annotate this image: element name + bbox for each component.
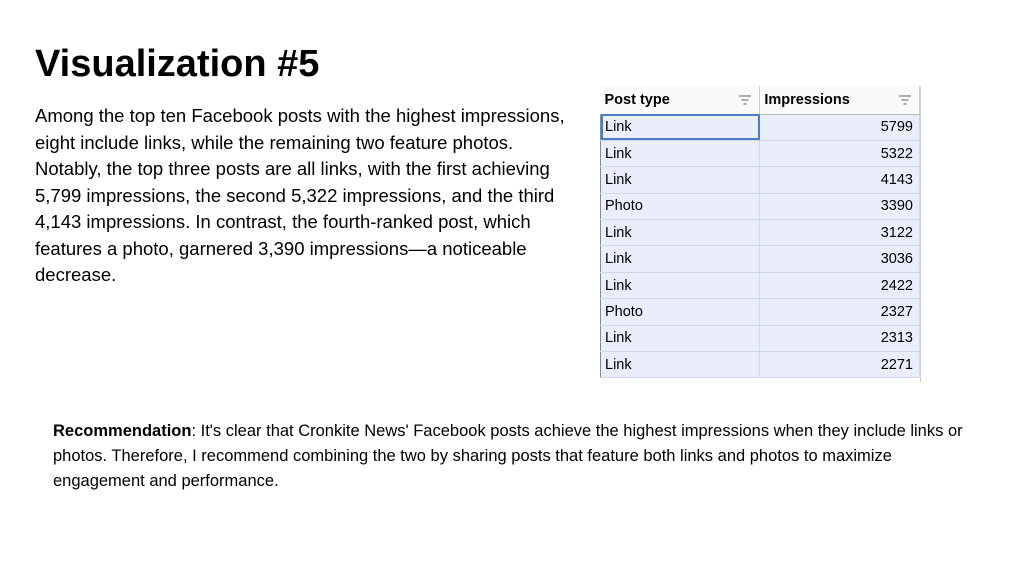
cell-impressions[interactable]: 5322 bbox=[760, 140, 920, 166]
cell-impressions[interactable]: 2313 bbox=[760, 325, 920, 351]
table-row bbox=[601, 193, 920, 219]
cell-post-type[interactable]: Link bbox=[601, 272, 760, 298]
table-row bbox=[601, 140, 920, 166]
filter-icon[interactable] bbox=[739, 95, 751, 105]
recommendation-text: : It's clear that Cronkite News' Facebook posts achieve the highest impressions when they include links or photos. Therefore, I recommend combining the two by sharing posts that feature both links and photos to maximize engagement and performance. bbox=[53, 422, 963, 490]
spreadsheet-table-image bbox=[600, 86, 921, 382]
recommendation-label: Recommendation bbox=[53, 422, 192, 440]
cell-post-type[interactable]: Link bbox=[601, 325, 760, 351]
cell-post-type[interactable]: Photo bbox=[601, 193, 760, 219]
header-impressions[interactable] bbox=[760, 86, 920, 114]
table-row bbox=[601, 325, 920, 351]
cell-impressions[interactable]: 3122 bbox=[760, 220, 920, 246]
analysis-text bbox=[35, 103, 565, 289]
top-posts-table bbox=[600, 86, 920, 378]
cell-post-type[interactable]: Link bbox=[601, 140, 760, 166]
cell-impressions[interactable]: 2422 bbox=[760, 272, 920, 298]
cell-post-type[interactable]: Link bbox=[601, 220, 760, 246]
cell-post-type[interactable]: Link bbox=[601, 114, 760, 140]
cell-post-type[interactable]: Photo bbox=[601, 299, 760, 325]
analysis-paragraph-1: Among the top ten Facebook posts with the highest impressions, eight include links, while the remaining two feature photos. bbox=[35, 105, 565, 153]
cell-impressions[interactable]: 2271 bbox=[760, 352, 920, 378]
table-row bbox=[601, 246, 920, 272]
slide-title: Visualization #5 bbox=[35, 43, 320, 85]
filter-icon[interactable] bbox=[899, 95, 911, 105]
table-row bbox=[601, 272, 920, 298]
header-label: Impressions bbox=[764, 91, 850, 108]
analysis-paragraph-2: Notably, the top three posts are all links, with the first achieving 5,799 impressions, the second 5,322 impressions, and the third 4,143 impressions. In contrast, the fourth-ranked post, which features a photo, garnered 3,390 impressions—a noticeable decrease. bbox=[35, 158, 555, 285]
cell-impressions[interactable]: 2327 bbox=[760, 299, 920, 325]
cell-post-type[interactable]: Link bbox=[601, 167, 760, 193]
recommendation-paragraph bbox=[53, 419, 973, 494]
table-row bbox=[601, 352, 920, 378]
table-row bbox=[601, 299, 920, 325]
header-label: Post type bbox=[604, 91, 670, 108]
cell-post-type[interactable]: Link bbox=[601, 352, 760, 378]
table-row bbox=[601, 220, 920, 246]
cell-post-type[interactable]: Link bbox=[601, 246, 760, 272]
recommendation bbox=[53, 419, 973, 494]
cell-impressions[interactable]: 4143 bbox=[760, 167, 920, 193]
cell-impressions[interactable]: 3390 bbox=[760, 193, 920, 219]
header-post-type[interactable] bbox=[601, 86, 760, 114]
cell-impressions[interactable]: 3036 bbox=[760, 246, 920, 272]
cell-impressions[interactable]: 5799 bbox=[760, 114, 920, 140]
table-row bbox=[601, 114, 920, 140]
table-row bbox=[601, 167, 920, 193]
